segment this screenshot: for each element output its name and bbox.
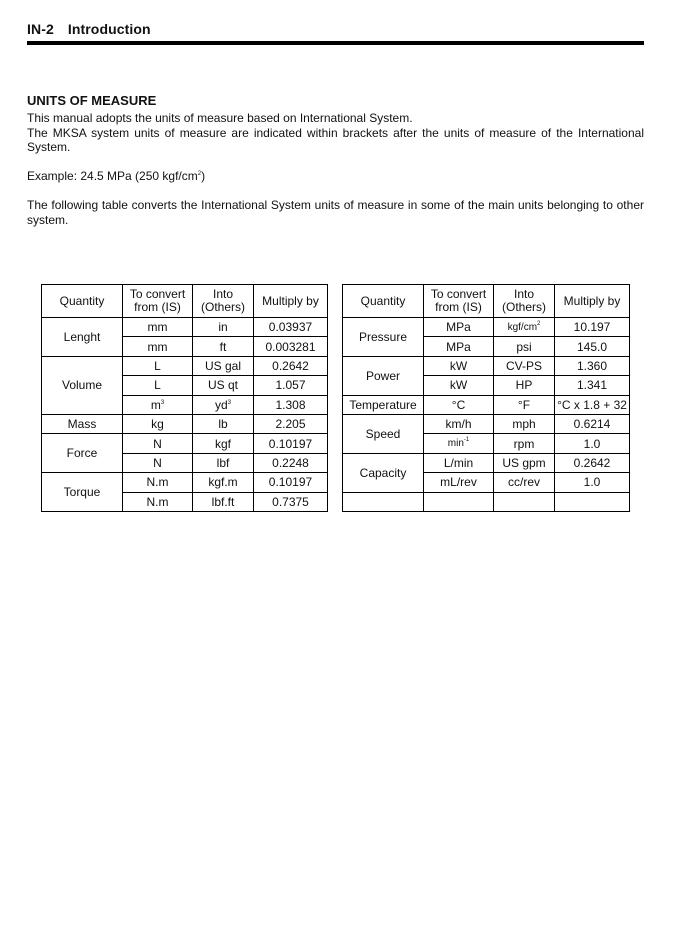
from-unit-cell: L [123,376,193,395]
into-unit-cell: $yd^3$ [193,395,254,414]
from-unit-cell: kW [424,376,494,395]
factor-cell: 2.205 [254,414,328,433]
column-header-quantity: Quantity [42,285,123,318]
table-row [343,356,630,375]
into-unit-cell: CV-PS [494,356,555,375]
into-unit-cell: mph [494,414,555,433]
table-header-row [42,285,328,318]
column-header-multiply: Multiply by [254,285,328,318]
into-unit-cell: lbf [193,453,254,472]
table-intro-paragraph: The following table converts the International System units of measure in some of the main units belonging to other system. [27,198,644,227]
quantity-cell: Capacity [343,453,424,492]
factor-cell: 0.03937 [254,318,328,337]
from-unit-cell: L [123,356,193,375]
empty-row [343,492,630,511]
quantity-cell: Mass [42,414,123,433]
factor-cell: 0.10197 [254,434,328,453]
factor-cell: 1.057 [254,376,328,395]
into-unit-cell: kgf/$cm^2$ [494,318,555,337]
quantity-cell: Lenght [42,318,123,357]
column-header-multiply: Multiply by [555,285,630,318]
from-unit-cell: L/min [424,453,494,472]
table-header-row [343,285,630,318]
factor-cell: 0.10197 [254,473,328,492]
into-unit-cell: ft [193,337,254,356]
empty-cell [424,492,494,511]
column-header-into: Into (Others) [193,285,254,318]
from-unit-cell: $\min^{-1}$ [424,434,494,453]
factor-cell: °C x 1.8 + 32 [555,395,630,414]
quantity-cell: Torque [42,473,123,512]
into-unit-cell: kgf.m [193,473,254,492]
conversion-table-left [41,284,328,512]
from-unit-cell: mm [123,337,193,356]
factor-cell: 0.7375 [254,492,328,511]
table-row [42,473,328,492]
from-unit-cell: km/h [424,414,494,433]
quantity-cell: Power [343,356,424,395]
from-unit-cell: MPa [424,318,494,337]
mksa-paragraph: The MKSA system units of measure are indicated within brackets after the units of measure of the International System. [27,125,644,154]
quantity-cell: Volume [42,356,123,414]
table-row [42,434,328,453]
into-unit-cell: psi [494,337,555,356]
factor-cell: 0.2248 [254,453,328,472]
quantity-cell: Temperature [343,395,424,414]
into-unit-cell: US gal [193,356,254,375]
table-row [343,395,630,414]
from-unit-cell: N [123,453,193,472]
into-unit-cell: lb [193,414,254,433]
into-unit-cell: °F [494,395,555,414]
into-unit-cell: rpm [494,434,555,453]
from-unit-cell: kW [424,356,494,375]
factor-cell: 0.2642 [555,453,630,472]
section-title: UNITS OF MEASURE [27,93,157,108]
factor-cell: 0.003281 [254,337,328,356]
table-row [42,414,328,433]
from-unit-cell: N.m [123,473,193,492]
into-unit-cell: lbf.ft [193,492,254,511]
table-row [343,414,630,433]
factor-cell: 1.360 [555,356,630,375]
from-unit-cell: MPa [424,337,494,356]
into-unit-cell: in [193,318,254,337]
into-unit-cell: US qt [193,376,254,395]
empty-cell [494,492,555,511]
table-row [343,453,630,472]
from-unit-cell: kg [123,414,193,433]
factor-cell: 0.2642 [254,356,328,375]
into-unit-cell: kgf [193,434,254,453]
factor-cell: 145.0 [555,337,630,356]
factor-cell: 1.341 [555,376,630,395]
chapter-title: Introduction [67,21,151,37]
factor-cell: 0.6214 [555,414,630,433]
into-unit-cell: HP [494,376,555,395]
table-row [343,318,630,337]
units-section [27,93,644,227]
into-unit-cell: US gpm [494,453,555,472]
factor-cell: 1.0 [555,434,630,453]
from-unit-cell: mL/rev [424,473,494,492]
quantity-cell: Pressure [343,318,424,357]
example-line: Example: 24.5 MPa (250 kgf/$cm^2$) [27,169,206,183]
from-unit-cell: mm [123,318,193,337]
intro-paragraph: This manual adopts the units of measure based on International System. [27,111,413,125]
table-row [42,356,328,375]
page-code: IN-2 [27,21,54,37]
empty-cell [343,492,424,511]
column-header-convert-from: To convert from (IS) [123,285,193,318]
factor-cell: 10.197 [555,318,630,337]
into-unit-cell: cc/rev [494,473,555,492]
from-unit-cell: N [123,434,193,453]
from-unit-cell: N.m [123,492,193,511]
from-unit-cell: $m^3$ [123,395,193,414]
column-header-into: Into (Others) [494,285,555,318]
conversion-table-right [342,284,630,512]
quantity-cell: Speed [343,414,424,453]
from-unit-cell: °C [424,395,494,414]
header-rule [27,41,644,45]
table-row [42,318,328,337]
column-header-convert-from: To convert from (IS) [424,285,494,318]
page-header [27,21,151,37]
empty-cell [555,492,630,511]
quantity-cell: Force [42,434,123,473]
column-header-quantity: Quantity [343,285,424,318]
factor-cell: 1.0 [555,473,630,492]
factor-cell: 1.308 [254,395,328,414]
